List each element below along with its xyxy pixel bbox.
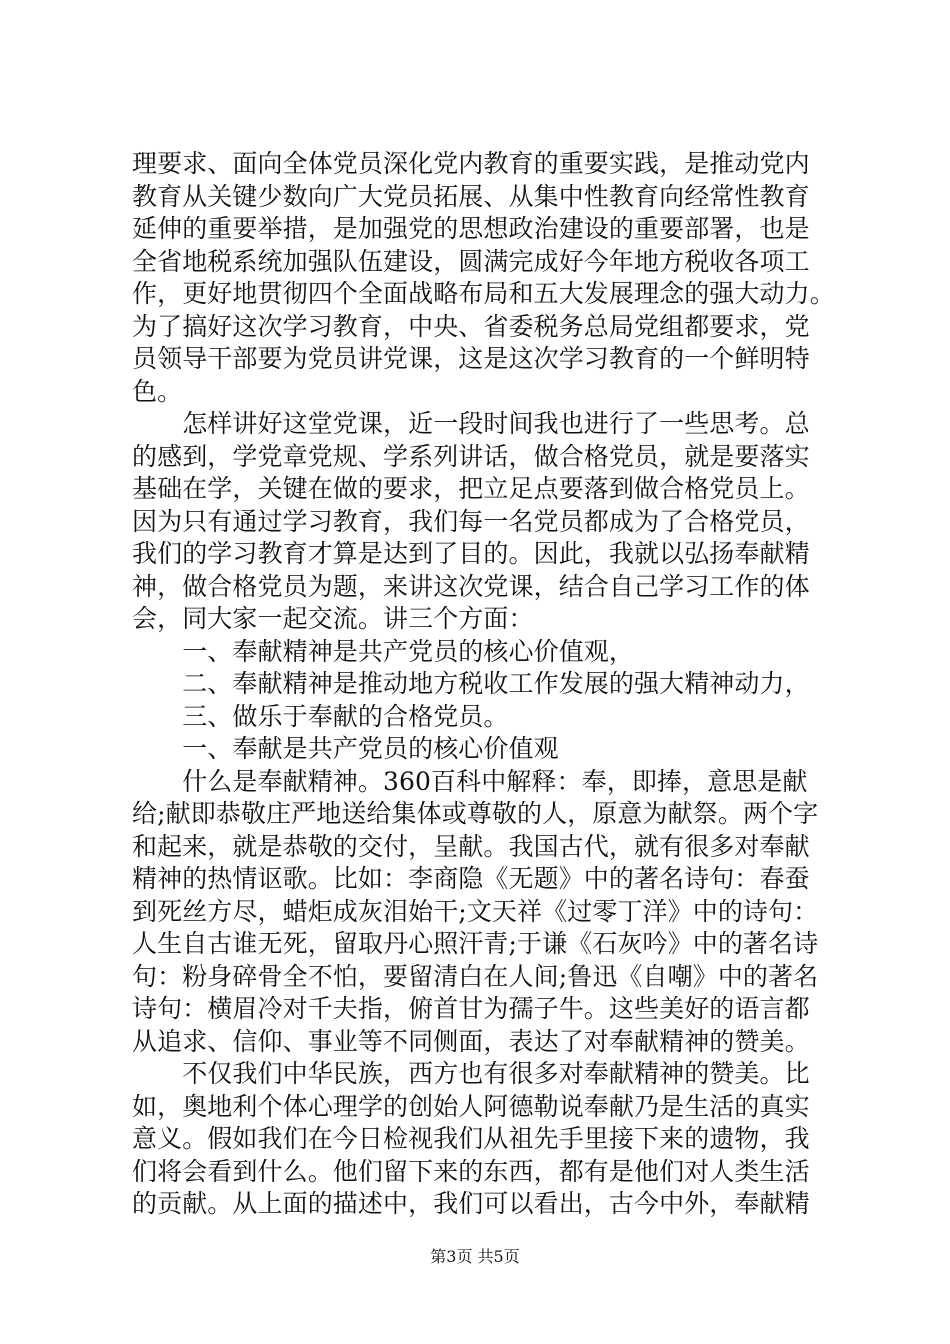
text-line: 作，更好地贯彻四个全面战略布局和五大发展理念的强大动力。 <box>132 279 835 308</box>
text-line: 理要求、面向全体党员深化党内教育的重要实践，是推动党内 <box>132 149 810 178</box>
text-line: 诗句：横眉冷对千夫指，俯首甘为孺子牛。这些美好的语言都 <box>132 994 810 1023</box>
text-line: 给;献即恭敬庄严地送给集体或尊敬的人，原意为献祭。两个字 <box>132 799 819 828</box>
text-line: 神，做合格党员为题，来讲这次党课，结合自己学习工作的体 <box>132 571 810 601</box>
text-line: 三、做乐于奉献的合格党员。 <box>132 701 509 731</box>
text-line: 的贡献。从上面的描述中，我们可以看出，古今中外，奉献精 <box>132 1189 810 1218</box>
text-line: 人生自古谁无死，留取丹心照汗青;于谦《石灰吟》中的著名诗 <box>132 929 819 958</box>
text-line: 们将会看到什么。他们留下来的东西，都有是他们对人类生活 <box>132 1156 810 1186</box>
document-body <box>132 148 835 1221</box>
text-line: 不仅我们中华民族，西方也有很多对奉献精神的赞美。比 <box>132 1059 810 1088</box>
text-line: 会，同大家一起交流。讲三个方面： <box>132 604 534 633</box>
text-line: 如，奥地利个体心理学的创始人阿德勒说奉献乃是生活的真实 <box>132 1091 810 1121</box>
text-line: 句：粉身碎骨全不怕，要留清白在人间;鲁迅《自嘲》中的著名 <box>132 961 819 991</box>
page-footer: 第3页 共5页 <box>430 1247 520 1266</box>
text-line: 什么是奉献精神。360百科中解释：奉，即捧，意思是献 <box>132 766 808 796</box>
text-line: 一、奉献精神是共产党员的核心价值观， <box>132 636 635 666</box>
text-line: 精神的热情讴歌。比如：李商隐《无题》中的著名诗句：春蚕 <box>132 864 810 893</box>
text-line: 延伸的重要举措，是加强党的思想政治建设的重要部署，也是 <box>132 214 810 243</box>
text-line: 一、奉献是共产党员的核心价值观 <box>132 734 559 763</box>
text-line: 基础在学，关键在做的要求，把立足点要落到做合格党员上。 <box>132 474 810 503</box>
text-line: 的感到，学党章党规、学系列讲话，做合格党员，就是要落实 <box>132 441 810 471</box>
text-line: 教育从关键少数向广大党员拓展、从集中性教育向经常性教育 <box>132 181 810 211</box>
text-line: 为了搞好这次学习教育，中央、省委税务总局党组都要求，党 <box>132 311 810 341</box>
text-line: 员领导干部要为党员讲党课，这是这次学习教育的一个鲜明特 <box>132 344 810 373</box>
text-line: 因为只有通过学习教育，我们每一名党员都成为了合格党员， <box>132 506 810 536</box>
text-line: 从追求、信仰、事业等不同侧面，表达了对奉献精神的赞美。 <box>132 1026 810 1056</box>
text-line: 色。 <box>132 376 183 406</box>
text-line: 全省地税系统加强队伍建设，圆满完成好今年地方税收各项工 <box>132 246 810 276</box>
text-line: 到死丝方尽，蜡炬成灰泪始干;文天祥《过零丁洋》中的诗句： <box>132 896 819 926</box>
text-line: 二、奉献精神是推动地方税收工作发展的强大精神动力， <box>132 669 810 698</box>
text-line: 我们的学习教育才算是达到了目的。因此，我就以弘扬奉献精 <box>132 539 810 568</box>
text-line: 怎样讲好这堂党课，近一段时间我也进行了一些思考。总 <box>132 409 810 438</box>
text-line: 和起来，就是恭敬的交付，呈献。我国古代，就有很多对奉献 <box>132 831 810 861</box>
text-line: 意义。假如我们在今日检视我们从祖先手里接下来的遗物，我 <box>132 1124 810 1153</box>
